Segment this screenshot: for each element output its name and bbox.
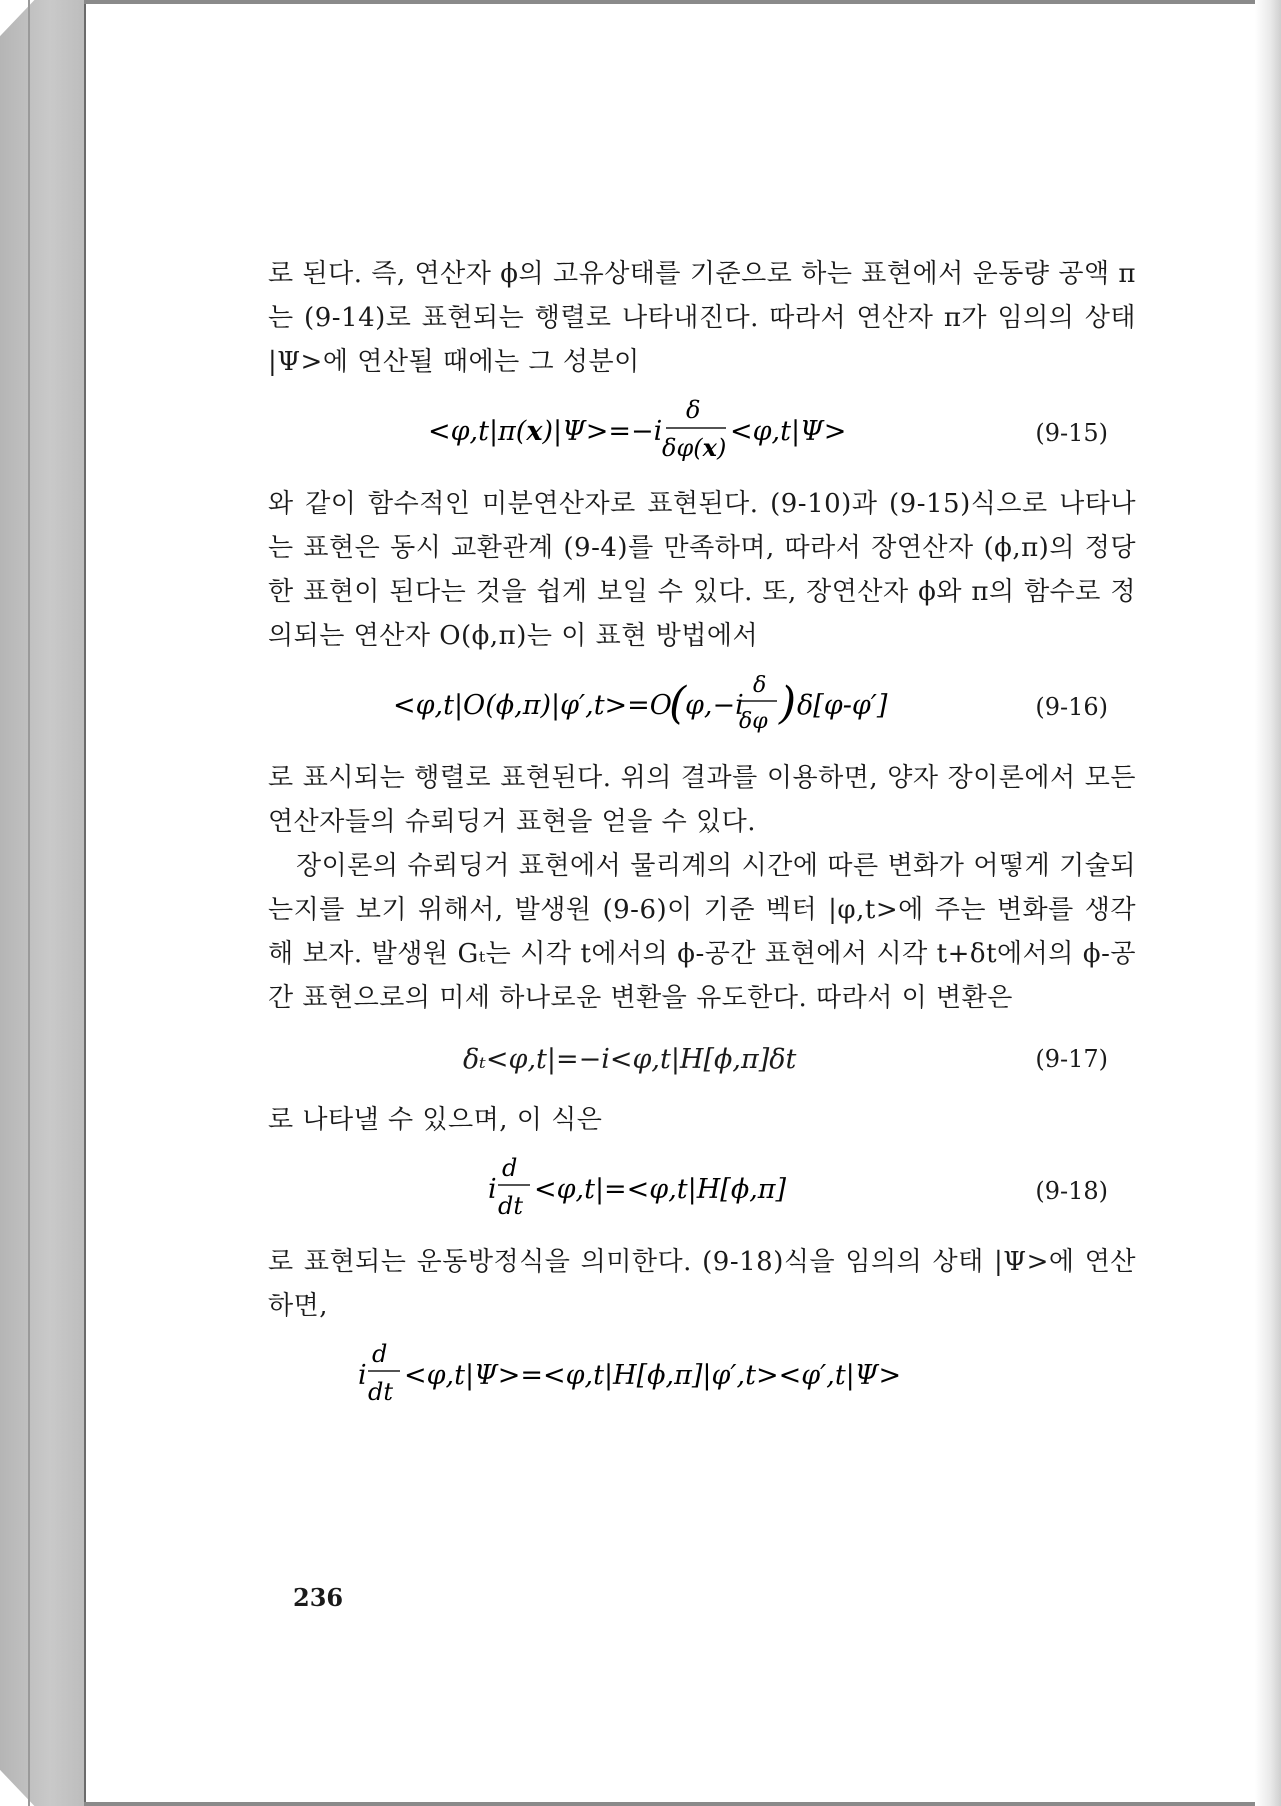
svg-text:i: i	[488, 1174, 497, 1205]
page-content	[268, 252, 1136, 1426]
spine-fold-line	[28, 0, 30, 1806]
equation-9-16	[268, 668, 1136, 746]
equation-number: (9-15)	[1035, 419, 1108, 447]
svg-text:δ: δ	[686, 396, 701, 424]
page-edge-top	[84, 0, 1281, 4]
svg-text:<φ,t|Ψ>: <φ,t|Ψ>	[730, 416, 847, 447]
equation-number: (9-16)	[1035, 693, 1108, 721]
equation-9-15	[268, 394, 1136, 472]
paragraph-6: 로 표현되는 운동방정식을 의미한다. (9-18)식을 임의의 상태 |Ψ>에 연산하면,	[268, 1247, 1136, 1321]
equation-number: (9-18)	[1035, 1177, 1108, 1205]
page-edge-right	[1255, 0, 1281, 1806]
equation-9-18	[268, 1152, 1136, 1230]
svg-text:<φ,t|O(ϕ,π)|φ′,t>=O: <φ,t|O(ϕ,π)|φ′,t>=O	[393, 690, 672, 721]
paragraph-4: 장이론의 슈뢰딩거 표현에서 물리계의 시간에 따른 변화가 어떻게 기술되는지를 보기 위해서, 발생원 (9-6)이 기준 벡터 |φ,t>에 주는 변화를 생각해 보자. 발생원 Gₜ는 시각 t에서의 ϕ-공간 표현에서 시각 t+δt에서의 ϕ-공간 표현으로의 미세 하나로운 변환을 유도한다. 따라서 이 변환은	[268, 851, 1136, 1013]
svg-text:δφ(x): δφ(x)	[662, 433, 727, 462]
svg-text:<φ,t|=<φ,t|H[ϕ,π]: <φ,t|=<φ,t|H[ϕ,π]	[534, 1174, 787, 1205]
svg-text:d: d	[502, 1154, 518, 1182]
equation-number: (9-17)	[1035, 1045, 1108, 1073]
svg-text:(: (	[669, 678, 687, 729]
page-number: 236	[293, 1583, 344, 1612]
svg-text:): )	[779, 678, 797, 729]
svg-text:dt: dt	[498, 1192, 524, 1220]
svg-text:δ[φ-φ′]: δ[φ-φ′]	[797, 690, 888, 721]
paragraph-5: 로 나타낼 수 있으며, 이 식은	[268, 1105, 603, 1135]
svg-text:δφ: δφ	[739, 709, 768, 734]
svg-text:i: i	[358, 1360, 367, 1391]
paragraph-2: 와 같이 함수적인 미분연산자로 표현된다. (9-10)과 (9-15)식으로 나타나는 표현은 동시 교환관계 (9-4)를 만족하며, 따라서 장연산자 (ϕ,π)의 정당한 표현이 된다는 것을 쉽게 보일 수 있다. 또, 장연산자 ϕ와 π의 함수로 정의되는 연산자 O(ϕ,π)는 이 표현 방법에서	[268, 489, 1136, 651]
equation-9-17	[268, 1030, 1136, 1088]
svg-text:φ,−i: φ,−i	[685, 690, 744, 721]
svg-text:d: d	[372, 1340, 388, 1368]
paragraph-1: 로 된다. 즉, 연산자 ϕ의 고유상태를 기준으로 하는 표현에서 운동량 공액 π는 (9-14)로 표현되는 행렬로 나타내진다. 따라서 연산자 π가 임의의 상태 |Ψ>에 연산될 때에는 그 성분이	[268, 259, 1136, 377]
page-edge-bottom	[84, 1802, 1281, 1806]
equation-9-15-formula	[428, 394, 848, 472]
book-spine	[0, 0, 86, 1806]
svg-text:dt: dt	[368, 1378, 394, 1406]
svg-text:δ: δ	[753, 673, 767, 698]
equation-9-18-formula	[488, 1152, 848, 1230]
equation-9-19	[268, 1338, 1136, 1416]
paragraph-3: 로 표시되는 행렬로 표현된다. 위의 결과를 이용하면, 양자 장이론에서 모든 연산자들의 슈뢰딩거 표현을 얻을 수 있다.	[268, 763, 1136, 837]
svg-text:<φ,t|Ψ>=<φ,t|H[ϕ,π]|φ′,t><φ′,t: <φ,t|Ψ>=<φ,t|H[ϕ,π]|φ′,t><φ′,t|Ψ>	[404, 1360, 902, 1391]
equation-9-19-formula	[358, 1338, 978, 1416]
equation-9-16-formula	[393, 668, 913, 746]
equation-9-17-formula: δₜ<φ,t|=−i<φ,t|H[ϕ,π]δt	[463, 1043, 797, 1075]
svg-text:<φ,t|π(x)|Ψ>=−i: <φ,t|π(x)|Ψ>=−i	[428, 416, 663, 447]
